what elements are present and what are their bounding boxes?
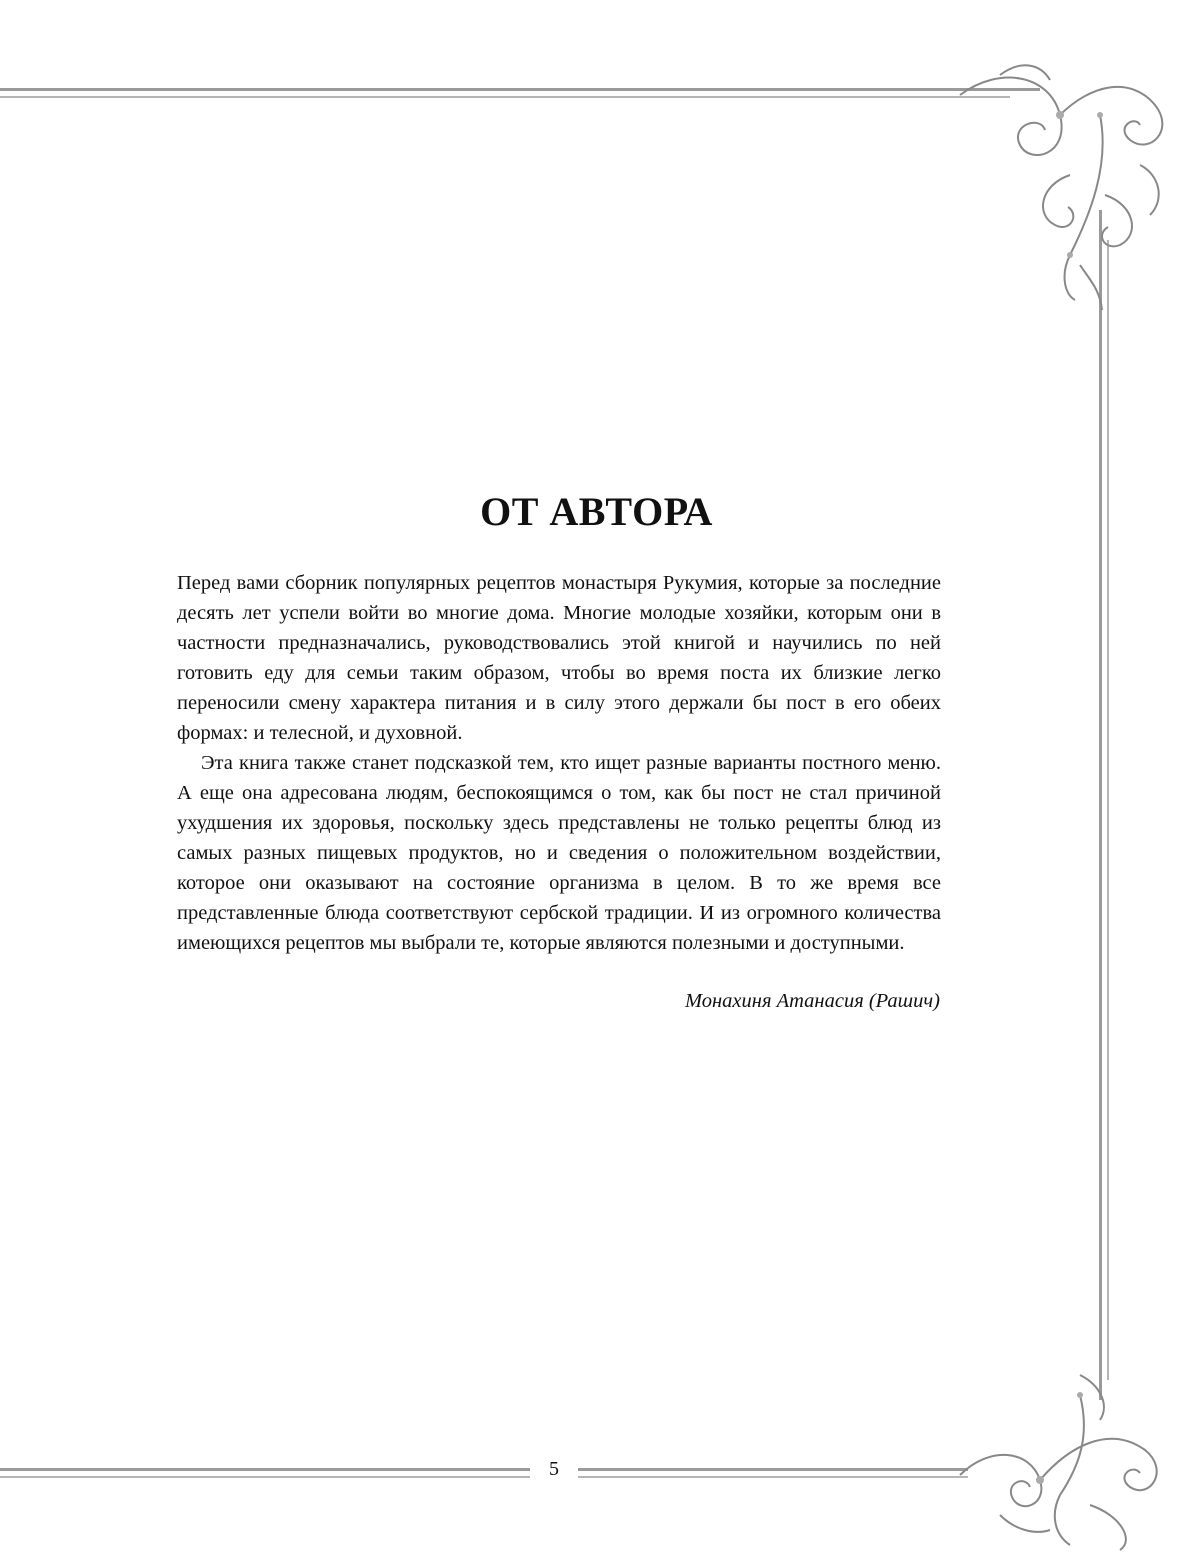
author-signature: Монахиня Атанасия (Рашич) [684,990,940,1012]
frame-bottom-rule-right-inner [578,1476,968,1478]
frame-right-rule-inner [1107,240,1109,1380]
paragraph: Эта книга также станет подсказкой тем, кто ищет разные варианты постного меню. А еще она адресована людям, беспокоящимся о том, как бы пост не стал причиной ухудшения их здоровья, поскольку здесь представлены не только рецепты блюд из самых разных пищевых продуктов, но и сведения о положительном воздействии, которое они оказывают на состояние организма в целом. В то же время все представленные блюда соответствуют сербской традиции. И из огромного количества имеющихся рецептов мы выбрали те, которые являются полезными и доступными. [177,752,941,954]
body-text [177,568,941,958]
page-number: 5 [549,1458,559,1480]
page-title: ОТ АВТОРА [480,489,713,534]
floral-ornament-top-icon [940,55,1180,315]
paragraph: Перед вами сборник популярных рецептов монастыря Рукумия, которые за последние десять лет успели войти во многие дома. Многие молодые хозяйки, которым они в частности предназначались, руководствовались этой книгой и научились по ней готовить еду для семьи таким образом, чтобы во время поста их близкие легко переносили смену характера питания и в силу этого держали бы пост в его обеих формах: и телесной, и духовной. [177,572,941,744]
frame-top-rule [0,88,1040,91]
frame-top-rule-inner [0,96,1010,98]
floral-ornament-bottom-icon [940,1355,1180,1555]
frame-bottom-rule-right [578,1468,968,1471]
frame-bottom-rule-left-inner [0,1476,530,1478]
frame-bottom-rule-left [0,1468,530,1471]
frame-right-rule [1099,210,1102,1400]
